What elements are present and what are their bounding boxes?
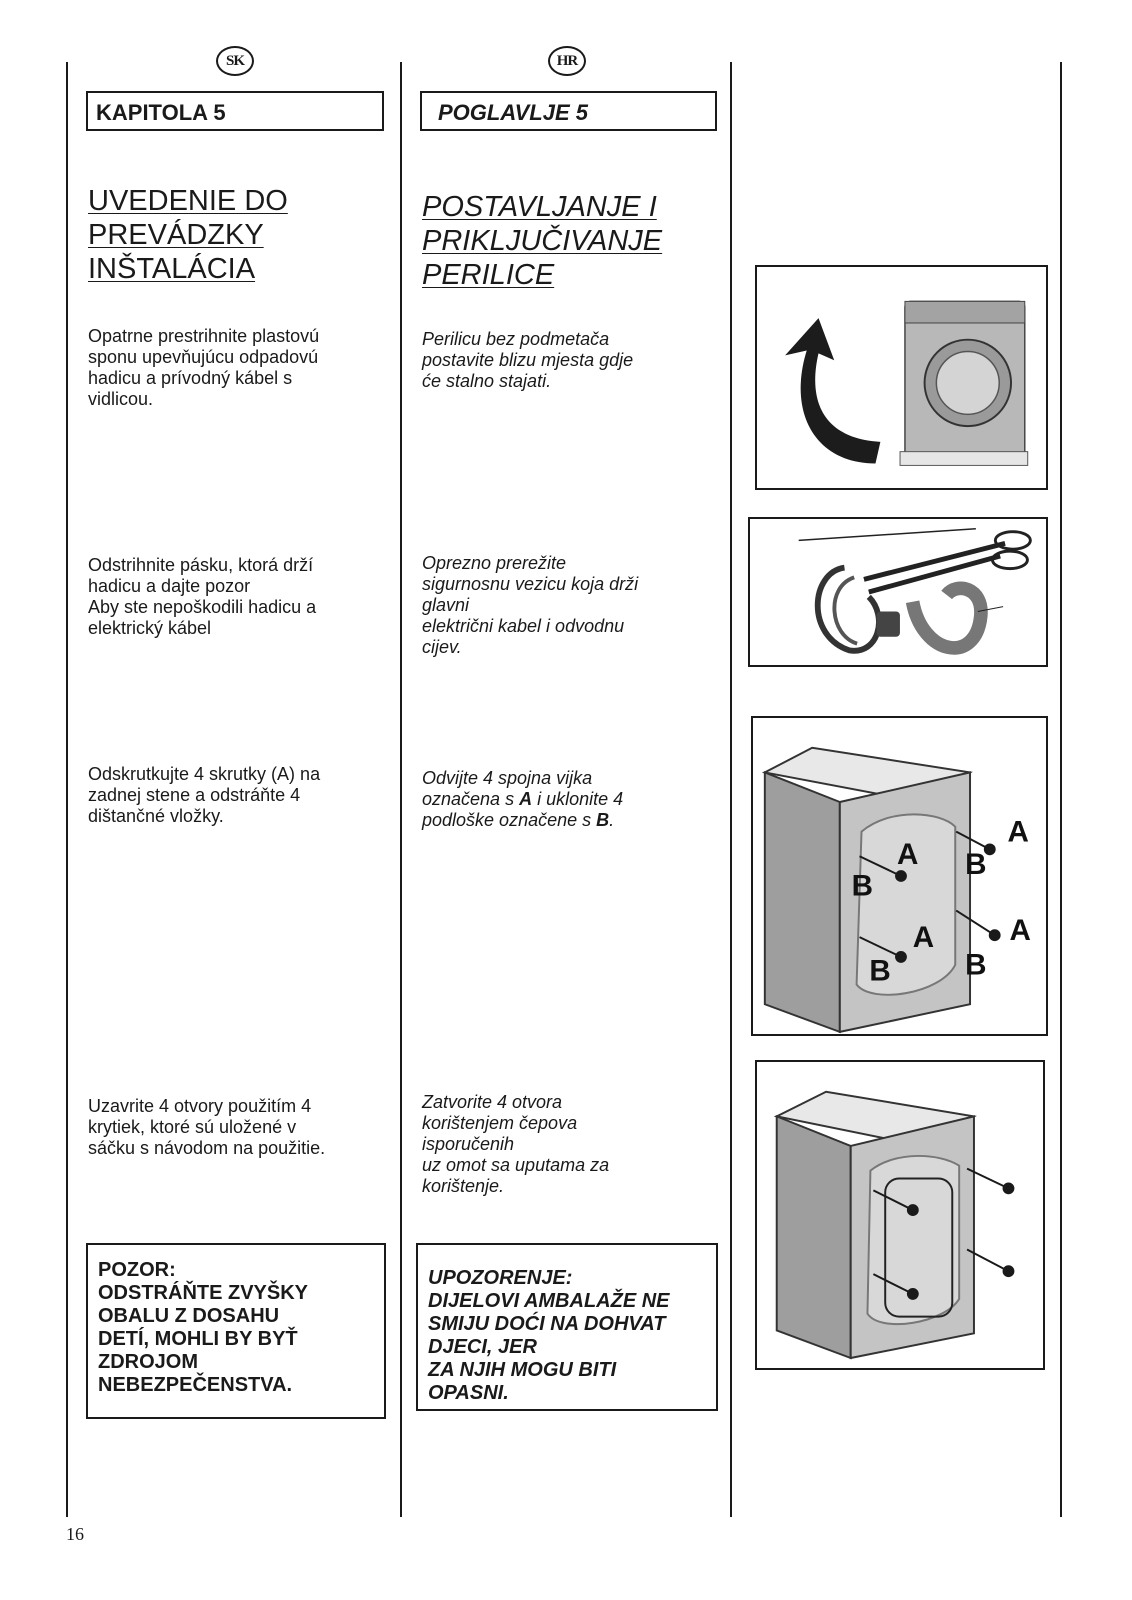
column-rule-right	[1060, 62, 1062, 1517]
column-rule-middle-right	[730, 62, 732, 1517]
label-a-1: A	[1007, 815, 1029, 849]
language-badge-hr: HR	[548, 46, 586, 76]
label-b-3: B	[869, 954, 891, 988]
washer-back-caps-illustration	[757, 1062, 1043, 1368]
label-b-4: B	[965, 948, 987, 982]
page-number: 16	[66, 1524, 84, 1544]
label-a-4: A	[1009, 914, 1031, 948]
column-rule-left	[66, 62, 68, 1517]
section-title-hr: POSTAVLJANJE I PRIKLJUČIVANJE PERILICE	[422, 191, 663, 291]
instruction-hr-3-text-end: .	[609, 810, 615, 830]
chapter-heading-hr: POGLAVLJE 5	[420, 91, 717, 131]
washer-back-screws-illustration	[753, 718, 1046, 1034]
instruction-hr-2: Oprezno prerežite sigurnosnu vezicu koja drži glavni električni kabel i odvodnu cijev.	[422, 553, 639, 657]
washer-move-illustration	[757, 267, 1046, 488]
instruction-hr-1: Perilicu bez podmetača postavite blizu mjesta gdje će stalno stajati.	[422, 329, 634, 391]
instruction-hr-3-text-b: i uklonite 4 podloške označene s	[422, 789, 624, 830]
language-badge-sk: SK	[216, 46, 254, 76]
instruction-hr-3-label-a: A	[519, 789, 533, 809]
figure-move-washer	[755, 265, 1048, 490]
chapter-heading-sk: KAPITOLA 5	[86, 91, 384, 131]
instruction-hr-3-text-a: Odvijte 4 spojna vijka označena s	[422, 768, 593, 809]
warning-box-sk: POZOR: ODSTRÁŇTE ZVYŠKY OBALU Z DOSAHU DETÍ, MOHLI BY BYŤ ZDROJOM NEBEZPEČENSTVA.	[86, 1243, 386, 1419]
figure-close-holes	[755, 1060, 1045, 1370]
section-title-sk: UVEDENIE DO PREVÁDZKY INŠTALÁCIA	[88, 185, 288, 285]
figure-cut-tie	[748, 517, 1048, 667]
figure-remove-screws	[751, 716, 1048, 1036]
instruction-sk-2: Odstrihnite pásku, ktorá drží hadicu a dajte pozor Aby ste nepoškodili hadicu a elektrický kábel	[88, 555, 317, 638]
label-b-1: B	[965, 848, 987, 882]
instruction-hr-3-label-b: B	[596, 810, 610, 830]
label-a-2: A	[897, 838, 919, 872]
instruction-sk-1: Opatrne prestrihnite plastovú sponu upevňujúcu odpadovú hadicu a prívodný kábel s vidlicou.	[88, 326, 320, 409]
label-b-2: B	[851, 869, 874, 903]
instruction-hr-4: Zatvorite 4 otvora korištenjem čepova isporučenih uz omot sa uputama za korištenje.	[422, 1092, 610, 1196]
column-rule-middle-left	[400, 62, 402, 1517]
instruction-sk-3: Odskrutkujte 4 skrutky (A) na zadnej stene a odstráňte 4 dištančné vložky.	[88, 764, 321, 826]
label-a-3: A	[912, 921, 935, 955]
warning-box-hr: UPOZORENJE: DIJELOVI AMBALAŽE NE SMIJU DOĆI NA DOHVAT DJECI, JER ZA NJIH MOGU BITI OPASNI.	[416, 1243, 718, 1411]
instruction-hr-3	[422, 768, 722, 831]
scissors-hose-illustration	[750, 519, 1046, 665]
instruction-sk-4: Uzavrite 4 otvory použitím 4 krytiek, ktoré sú uložené v sáčku s návodom na použitie.	[88, 1096, 326, 1158]
